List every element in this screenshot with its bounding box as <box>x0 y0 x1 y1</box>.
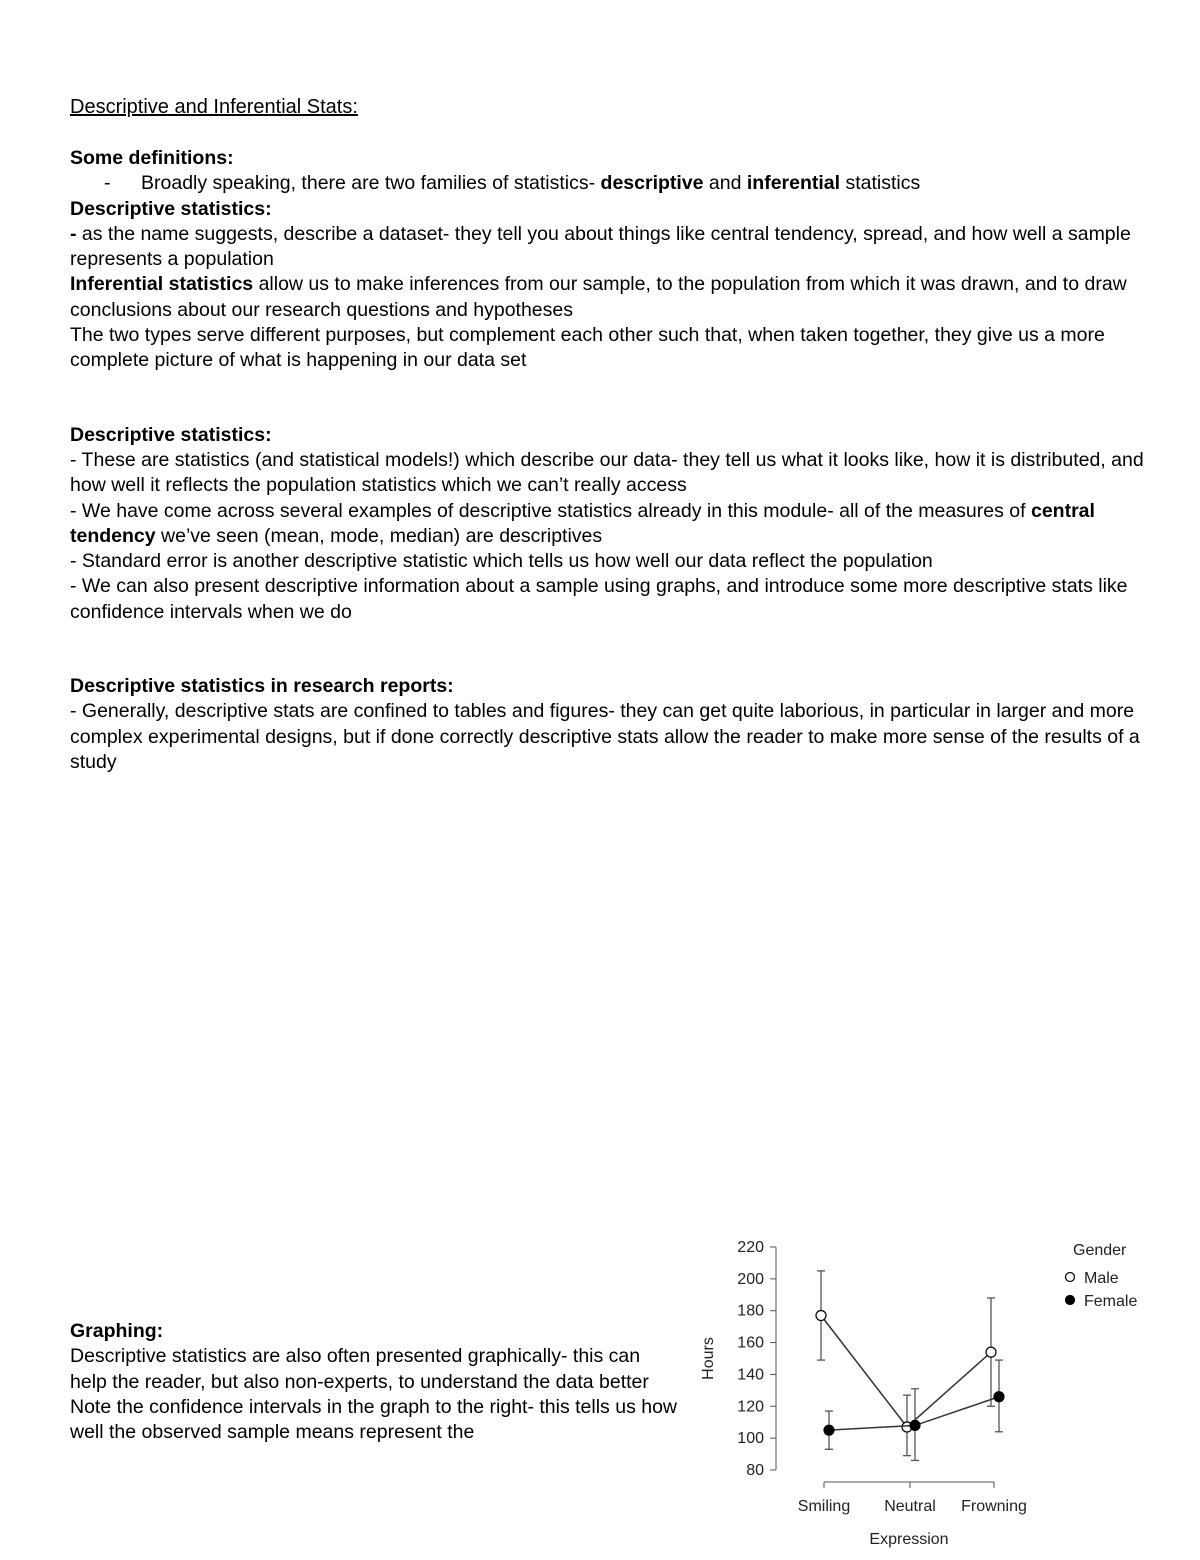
y-tick-label: 80 <box>746 1462 764 1479</box>
data-point-female <box>910 1420 920 1430</box>
descriptive-paragraph <box>70 222 1150 273</box>
page-title: Descriptive and Inferential Stats: <box>70 96 358 118</box>
section3-heading: Descriptive statistics in research reports: <box>70 675 454 698</box>
legend-marker-male <box>1066 1273 1075 1282</box>
legend-label-male: Male <box>1084 1270 1119 1287</box>
section3-paragraph-1: - Generally, descriptive stats are confined to tables and figures- they can get quite laborious, in particular in larger and more complex experimental designs, but if done correctly descriptive stats allow the reader to make more sense of the results of a study <box>70 700 1140 773</box>
bold-inferential: inferential <box>746 172 841 195</box>
bold-central-tendency: central tendency <box>70 499 1095 547</box>
y-tick-label: 200 <box>737 1270 764 1288</box>
descriptive-text: as the name suggests, describe a dataset- they tell you about things like central tendency, spread, and how well a sample represents a population <box>70 222 1131 271</box>
definitions-heading: Some definitions: <box>70 147 234 169</box>
section2-p2-pre: - We have come across several examples of descriptive statistics already in this module- all of the measures of <box>70 499 1031 522</box>
y-axis-label: Hours <box>700 1337 717 1380</box>
y-tick-label: 180 <box>737 1302 764 1320</box>
section2-paragraph-4: - We can also present descriptive information about a sample using graphs, and introduce some more descriptive stats like confidence intervals when we do <box>70 575 1128 623</box>
data-point-female <box>824 1425 834 1435</box>
chart-svg <box>690 1230 1160 1553</box>
section2-p2-post: we’ve seen (mean, mode, median) are descriptives <box>155 524 603 547</box>
bold-descriptive: descriptive <box>600 172 704 195</box>
x-axis-label: Expression <box>869 1531 949 1548</box>
graphing-paragraph-2: Note the confidence intervals in the graph to the right- this tells us how well the observed sample means represent the <box>70 1395 678 1444</box>
inferential-paragraph <box>70 272 1150 323</box>
y-tick-label: 120 <box>737 1398 764 1416</box>
data-point-male <box>816 1310 826 1320</box>
y-tick-label: 100 <box>737 1430 764 1448</box>
legend-title: Gender <box>1073 1242 1127 1259</box>
bold-inferential-statistics: Inferential statistics <box>70 273 254 296</box>
y-tick-label: 160 <box>737 1334 764 1352</box>
x-tick-label: Neutral <box>884 1498 936 1515</box>
definitions-bullet <box>70 171 1150 196</box>
data-point-male <box>986 1347 996 1357</box>
graphing-heading: Graphing: <box>70 1320 164 1342</box>
x-tick-label: Smiling <box>797 1498 851 1515</box>
legend-label-female: Female <box>1084 1293 1138 1310</box>
section2-paragraph-3: - Standard error is another descriptive statistic which tells us how well our data reflect the population <box>70 550 933 573</box>
bullet-text-pre: Broadly speaking, there are two families of statistics- <box>141 172 601 195</box>
bullet-text <box>141 171 920 196</box>
inferential-text: allow us to make inferences from our sample, to the population from which it was drawn, and to draw conclusions about our research questions and hypotheses <box>70 273 1127 321</box>
section2-paragraph-1: - These are statistics (and statistical models!) which describe our data- they tell us what it looks like, how it is distributed, and how well it reflects the population statistics which we can’t really access <box>70 448 1144 497</box>
x-tick-label: Frowning <box>961 1498 1027 1515</box>
section2-paragraph-2 <box>70 499 1150 550</box>
descriptive-heading: Descriptive statistics: <box>70 197 272 220</box>
bullet-dash: - <box>104 172 111 195</box>
expression-hours-chart <box>690 1230 1160 1553</box>
data-point-female <box>994 1392 1004 1402</box>
graphing-section <box>70 1319 680 1445</box>
bullet-text-mid: and <box>703 172 747 195</box>
y-tick-label: 140 <box>737 1366 764 1384</box>
bold-dash: - <box>70 222 77 245</box>
section2-heading: Descriptive statistics: <box>70 423 272 446</box>
document-body <box>70 94 1150 775</box>
bullet-text-post: statistics <box>840 172 921 195</box>
y-tick-label: 220 <box>737 1239 764 1256</box>
legend-marker-female <box>1066 1296 1075 1305</box>
series-line-male <box>821 1315 991 1427</box>
two-types-paragraph: The two types serve different purposes, but complement each other such that, when taken together, they give us a more complete picture of what is happening in our data set <box>70 324 1105 372</box>
graphing-paragraph-1: Descriptive statistics are also often presented graphically- this can help the reader, but also non-experts, to understand the data better <box>70 1345 649 1393</box>
